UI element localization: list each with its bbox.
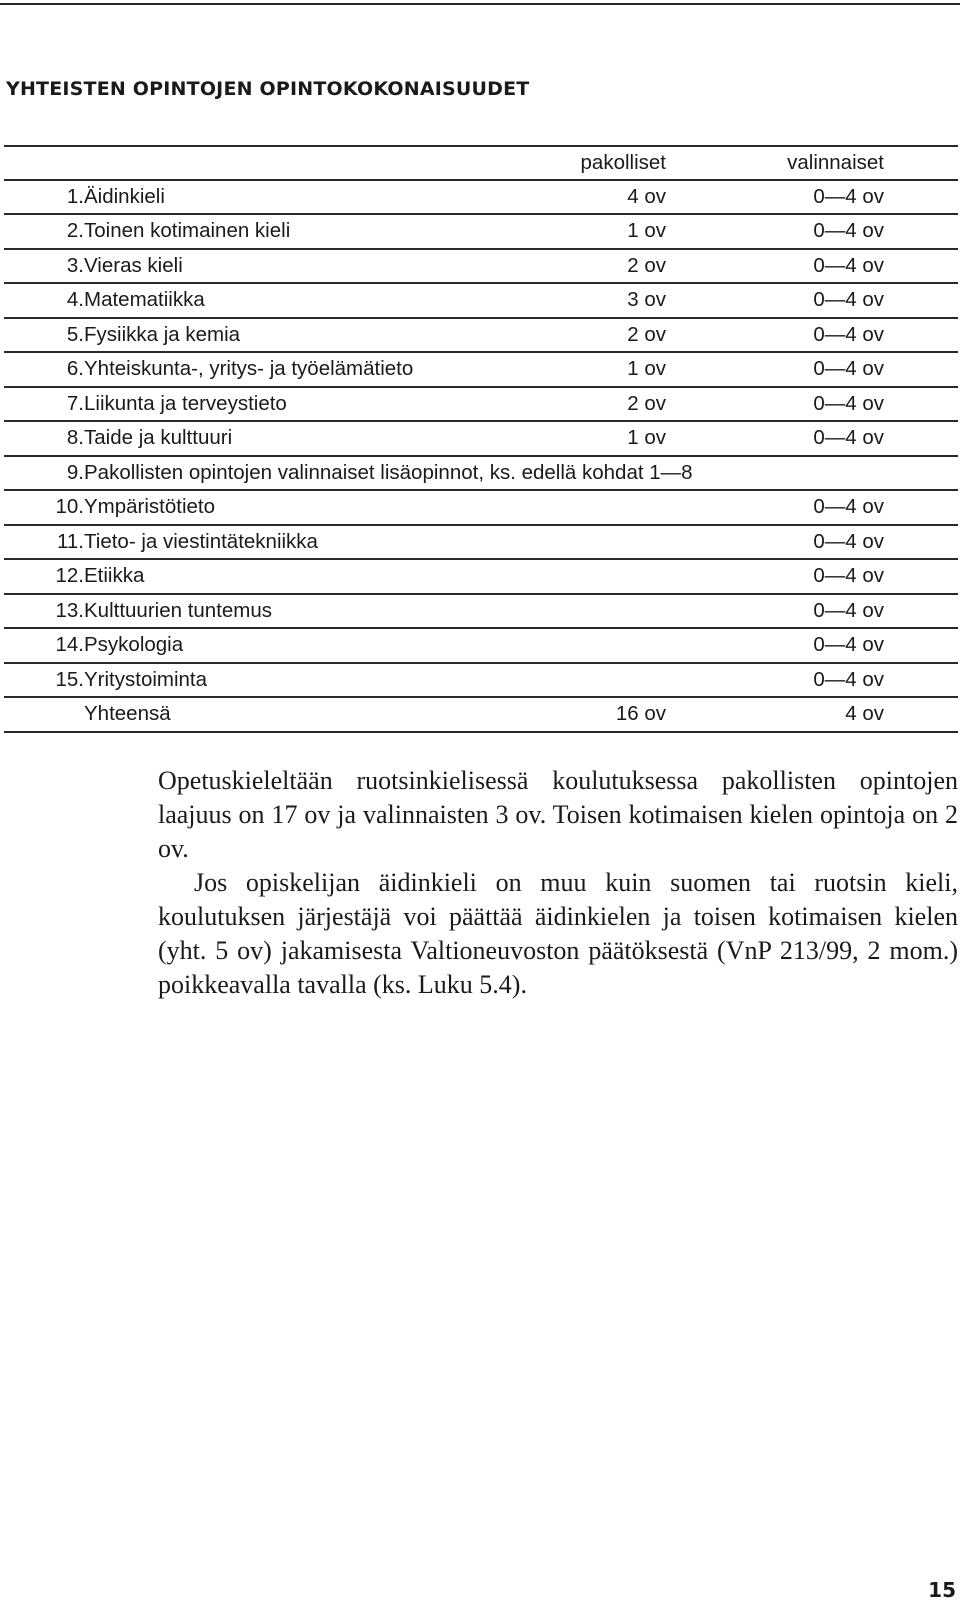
total-mandatory: 16 ov [615, 702, 666, 725]
study-units-table [4, 145, 958, 733]
row-number: 5. [66, 322, 84, 346]
row-elective: 0—4 ov [813, 495, 884, 518]
row-number: 9. [66, 460, 84, 484]
row-label: Liikunta ja terveystieto [84, 391, 287, 415]
row-mandatory: 2 ov [627, 253, 666, 277]
row-elective: 0—4 ov [813, 357, 884, 380]
row-elective: 0—4 ov [813, 633, 884, 656]
row-number: 12. [55, 564, 84, 587]
table-row [4, 491, 958, 526]
table-row [4, 526, 958, 561]
page-number: 15 [928, 1578, 956, 1602]
row-number: 10. [55, 495, 84, 518]
row-elective: 0—4 ov [813, 529, 884, 553]
row-label: Pakollisten opintojen valinnaiset lisäopinnot, ks. edellä kohdat 1—8 [84, 460, 693, 484]
row-label: Etiikka [84, 564, 145, 587]
row-elective: 0—4 ov [813, 219, 884, 242]
row-mandatory: 2 ov [627, 391, 666, 415]
section-heading: YHTEISTEN OPINTOJEN OPINTOKOKONAISUUDET [6, 78, 530, 100]
column-header-mandatory: pakolliset [580, 151, 666, 174]
row-label: Yritystoiminta [84, 667, 208, 691]
table-header-row [4, 145, 958, 181]
row-mandatory: 1 ov [627, 426, 666, 449]
row-elective: 0—4 ov [813, 253, 884, 277]
row-mandatory: 1 ov [627, 357, 666, 380]
row-number: 2. [66, 219, 84, 242]
row-mandatory: 4 ov [627, 184, 666, 208]
table-row [4, 629, 958, 664]
row-label: Kulttuurien tuntemus [84, 598, 273, 622]
top-rule [0, 3, 960, 5]
table-row [4, 215, 958, 250]
row-elective: 0—4 ov [813, 667, 884, 691]
row-mandatory: 1 ov [627, 219, 666, 242]
table-row [4, 422, 958, 457]
row-label: Fysiikka ja kemia [84, 322, 241, 346]
row-number: 11. [57, 529, 84, 553]
table-row [4, 457, 958, 492]
row-label: Vieras kieli [84, 253, 183, 277]
row-elective: 0—4 ov [813, 426, 884, 449]
row-number: 15. [55, 667, 84, 691]
table-body [4, 181, 958, 699]
row-elective: 0—4 ov [813, 288, 884, 311]
table-total-row [4, 698, 958, 733]
row-label: Tieto- ja viestintätekniikka [84, 529, 318, 553]
row-label: Yhteiskunta-, yritys- ja työelämätieto [84, 357, 414, 380]
row-elective: 0—4 ov [813, 322, 884, 346]
table-row [4, 353, 958, 388]
row-label: Matematiikka [84, 288, 205, 311]
row-label: Äidinkieli [84, 184, 165, 208]
row-label: Psykologia [84, 633, 184, 656]
row-number: 6. [66, 357, 84, 380]
table-row [4, 664, 958, 699]
row-label: Toinen kotimainen kieli [84, 219, 291, 242]
row-elective: 0—4 ov [813, 598, 884, 622]
table-row [4, 388, 958, 423]
paragraph-1: Opetuskieleltään ruotsinkielisessä koulutuksessa pakollisten opintojen laajuus on 17 ov ja valinnaisten 3 ov. Toisen kotimaisen kielen opintoja on 2 ov. [158, 766, 958, 863]
row-number: 7. [66, 391, 84, 415]
row-number: 1. [66, 184, 84, 208]
row-mandatory: 2 ov [627, 322, 666, 346]
row-elective: 0—4 ov [813, 564, 884, 587]
table-row [4, 181, 958, 216]
table-row [4, 595, 958, 630]
total-label: Yhteensä [84, 702, 171, 725]
total-elective: 4 ov [845, 702, 884, 725]
row-number: 8. [66, 426, 84, 449]
row-mandatory: 3 ov [627, 288, 666, 311]
table-row [4, 250, 958, 285]
row-number: 14. [55, 633, 84, 656]
row-elective: 0—4 ov [813, 391, 884, 415]
table-row [4, 560, 958, 595]
table-row [4, 284, 958, 319]
column-header-elective: valinnaiset [787, 151, 884, 174]
row-label: Ympäristötieto [84, 495, 216, 518]
row-number: 3. [66, 253, 84, 277]
row-number: 13. [55, 598, 84, 622]
table-row [4, 319, 958, 354]
paragraph-2: Jos opiskelijan äidinkieli on muu kuin suomen tai ruotsin kieli, koulutuksen järjestäjä voi päättää äidinkielen ja toisen kotimaisen kielen (yht. 5 ov) jakamisesta Valtioneuvoston päätöksestä (VnP 213/99, 2 mom.) poikkeavalla tavalla (ks. Luku 5.4). [158, 868, 958, 999]
row-elective: 0—4 ov [813, 184, 884, 208]
row-label: Taide ja kulttuuri [84, 426, 233, 449]
row-number: 4. [66, 288, 84, 311]
